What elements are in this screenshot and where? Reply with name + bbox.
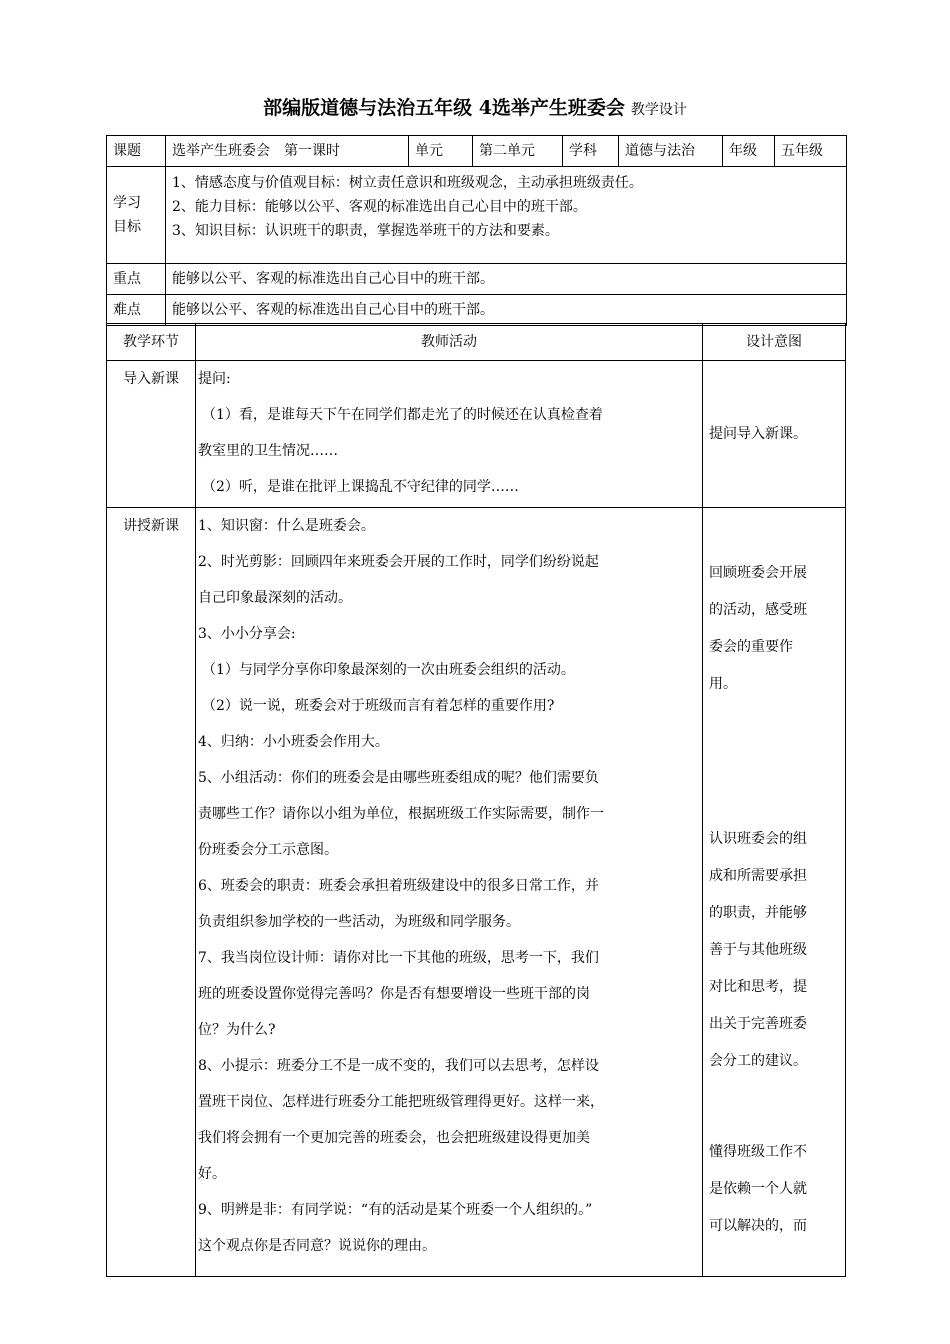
activity-line: 2、时光剪影：回顾四年来班委会开展的工作时，同学们纷纷说起 xyxy=(198,554,599,570)
lesson-info-table xyxy=(106,135,847,326)
activity-line: 提问: xyxy=(198,371,231,387)
unit-label: 单元 xyxy=(409,136,473,167)
intent-line: 成和所需要承担 xyxy=(709,868,807,884)
activity-line: 这个观点你是否同意？说说你的理由。 xyxy=(198,1238,436,1254)
activity-line: 6、班委会的职责：班委会承担着班级建设中的很多日常工作，并 xyxy=(198,878,599,894)
intro-activity xyxy=(196,361,703,508)
intent-line: 认识班委会的组 xyxy=(709,831,807,847)
difficulty-text: 能够以公平、客观的标准选出自己心目中的班干部。 xyxy=(166,295,847,326)
goals-content xyxy=(166,167,847,264)
goal-item: 2、能力目标：能够以公平、客观的标准选出自己心目中的班干部。 xyxy=(172,199,587,215)
activity-line: 8、小提示：班委分工不是一成不变的，我们可以去思考，怎样设 xyxy=(198,1058,599,1074)
intent-line: 会分工的建议。 xyxy=(709,1053,807,1069)
info-row xyxy=(107,136,847,167)
unit-value: 第二单元 xyxy=(473,136,563,167)
activity-line: 班的班委设置你觉得完善吗？你是否有想要增设一些班干部的岗 xyxy=(198,986,590,1002)
key-point-label: 重点 xyxy=(107,264,166,295)
intent-line: 对比和思考，提 xyxy=(709,979,807,995)
activity-line: 好。 xyxy=(198,1166,226,1182)
activity-line: （1）与同学分享你印象最深刻的一次由班委会组织的活动。 xyxy=(202,662,575,678)
activity-line: 份班委会分工示意图。 xyxy=(198,842,338,858)
difficulty-row xyxy=(107,295,847,326)
intro-intent: 提问导入新课。 xyxy=(703,361,846,508)
grade-value: 五年级 xyxy=(775,136,847,167)
intent-line: 懂得班级工作不 xyxy=(709,1144,807,1160)
goal-item: 3、知识目标：认识班干的职责，掌握选举班干的方法和要素。 xyxy=(172,223,559,239)
subject-value: 道德与法治 xyxy=(619,136,723,167)
intent-line: 委会的重要作 xyxy=(709,639,793,655)
activity-line: 1、知识窗：什么是班委会。 xyxy=(198,518,375,534)
activity-line: （2）说一说，班委会对于班级而言有着怎样的重要作用? xyxy=(202,698,555,714)
intent-line: 用。 xyxy=(709,676,737,692)
intent-line: 出关于完善班委 xyxy=(709,1016,807,1032)
key-point-text: 能够以公平、客观的标准选出自己心目中的班干部。 xyxy=(166,264,847,295)
intent-line: 的职责，并能够 xyxy=(709,905,807,921)
activity-line: 负责组织参加学校的一些活动，为班级和同学服务。 xyxy=(198,914,520,930)
document-title xyxy=(0,93,950,120)
teach-intent xyxy=(703,508,846,1277)
teach-activity xyxy=(196,508,703,1277)
title-sub: 教学设计 xyxy=(630,102,687,118)
goal-item: 1、情感态度与价值观目标：树立责任意识和班级观念，主动承担班级责任。 xyxy=(172,175,643,191)
title-main: 部编版道德与法治五年级 4选举产生班委会 xyxy=(263,97,625,119)
activity-line: 我们将会拥有一个更加完善的班委会，也会把班级建设得更加美 xyxy=(198,1130,590,1146)
intent-line: 善于与其他班级 xyxy=(709,942,807,958)
activity-line: 4、归纳：小小班委会作用大。 xyxy=(198,734,389,750)
key-point-row xyxy=(107,264,847,295)
header-activity: 教师活动 xyxy=(196,324,703,361)
header-intent: 设计意图 xyxy=(703,324,846,361)
activity-line: （2）听，是谁在批评上课捣乱不守纪律的同学…… xyxy=(202,479,519,495)
activity-line: 5、小组活动：你们的班委会是由哪些班委组成的呢？他们需要负 xyxy=(198,770,599,786)
header-stage: 教学环节 xyxy=(107,324,196,361)
intent-line: 的活动，感受班 xyxy=(709,602,807,618)
activity-line: 7、我当岗位设计师：请你对比一下其他的班级，思考一下，我们 xyxy=(198,950,599,966)
activity-line: 自己印象最深刻的活动。 xyxy=(198,590,352,606)
activity-line: 置班干岗位、怎样进行班委分工能把班级管理得更好。这样一来， xyxy=(198,1094,604,1110)
difficulty-label: 难点 xyxy=(107,295,166,326)
activity-line: 位？为什么? xyxy=(198,1022,276,1038)
activity-line: 教室里的卫生情况…… xyxy=(198,443,338,459)
intent-line: 回顾班委会开展 xyxy=(709,565,807,581)
intent-line: 是依赖一个人就 xyxy=(709,1181,807,1197)
process-header-row xyxy=(107,324,846,361)
topic-label: 课题 xyxy=(107,136,166,167)
intro-stage: 导入新课 xyxy=(107,361,196,508)
intent-line: 可以解决的，而 xyxy=(709,1218,807,1234)
activity-line: （1）看，是谁每天下午在同学们都走光了的时候还在认真检查着 xyxy=(202,407,603,423)
goals-label: 学习 目标 xyxy=(107,167,166,264)
subject-label: 学科 xyxy=(563,136,619,167)
activity-line: 责哪些工作？请你以小组为单位，根据班级工作实际需要，制作一 xyxy=(198,806,604,822)
teaching-process-table xyxy=(106,323,846,1277)
topic-value: 选举产生班委会 第一课时 xyxy=(166,136,409,167)
activity-line: 3、小小分享会: xyxy=(198,626,296,642)
goals-row xyxy=(107,167,847,264)
teach-stage: 讲授新课 xyxy=(107,508,196,1277)
intro-row xyxy=(107,361,846,508)
activity-line: 9、明辨是非：有同学说：“有的活动是某个班委一个人组织的。” xyxy=(198,1202,593,1218)
grade-label: 年级 xyxy=(723,136,775,167)
teach-row xyxy=(107,508,846,1277)
